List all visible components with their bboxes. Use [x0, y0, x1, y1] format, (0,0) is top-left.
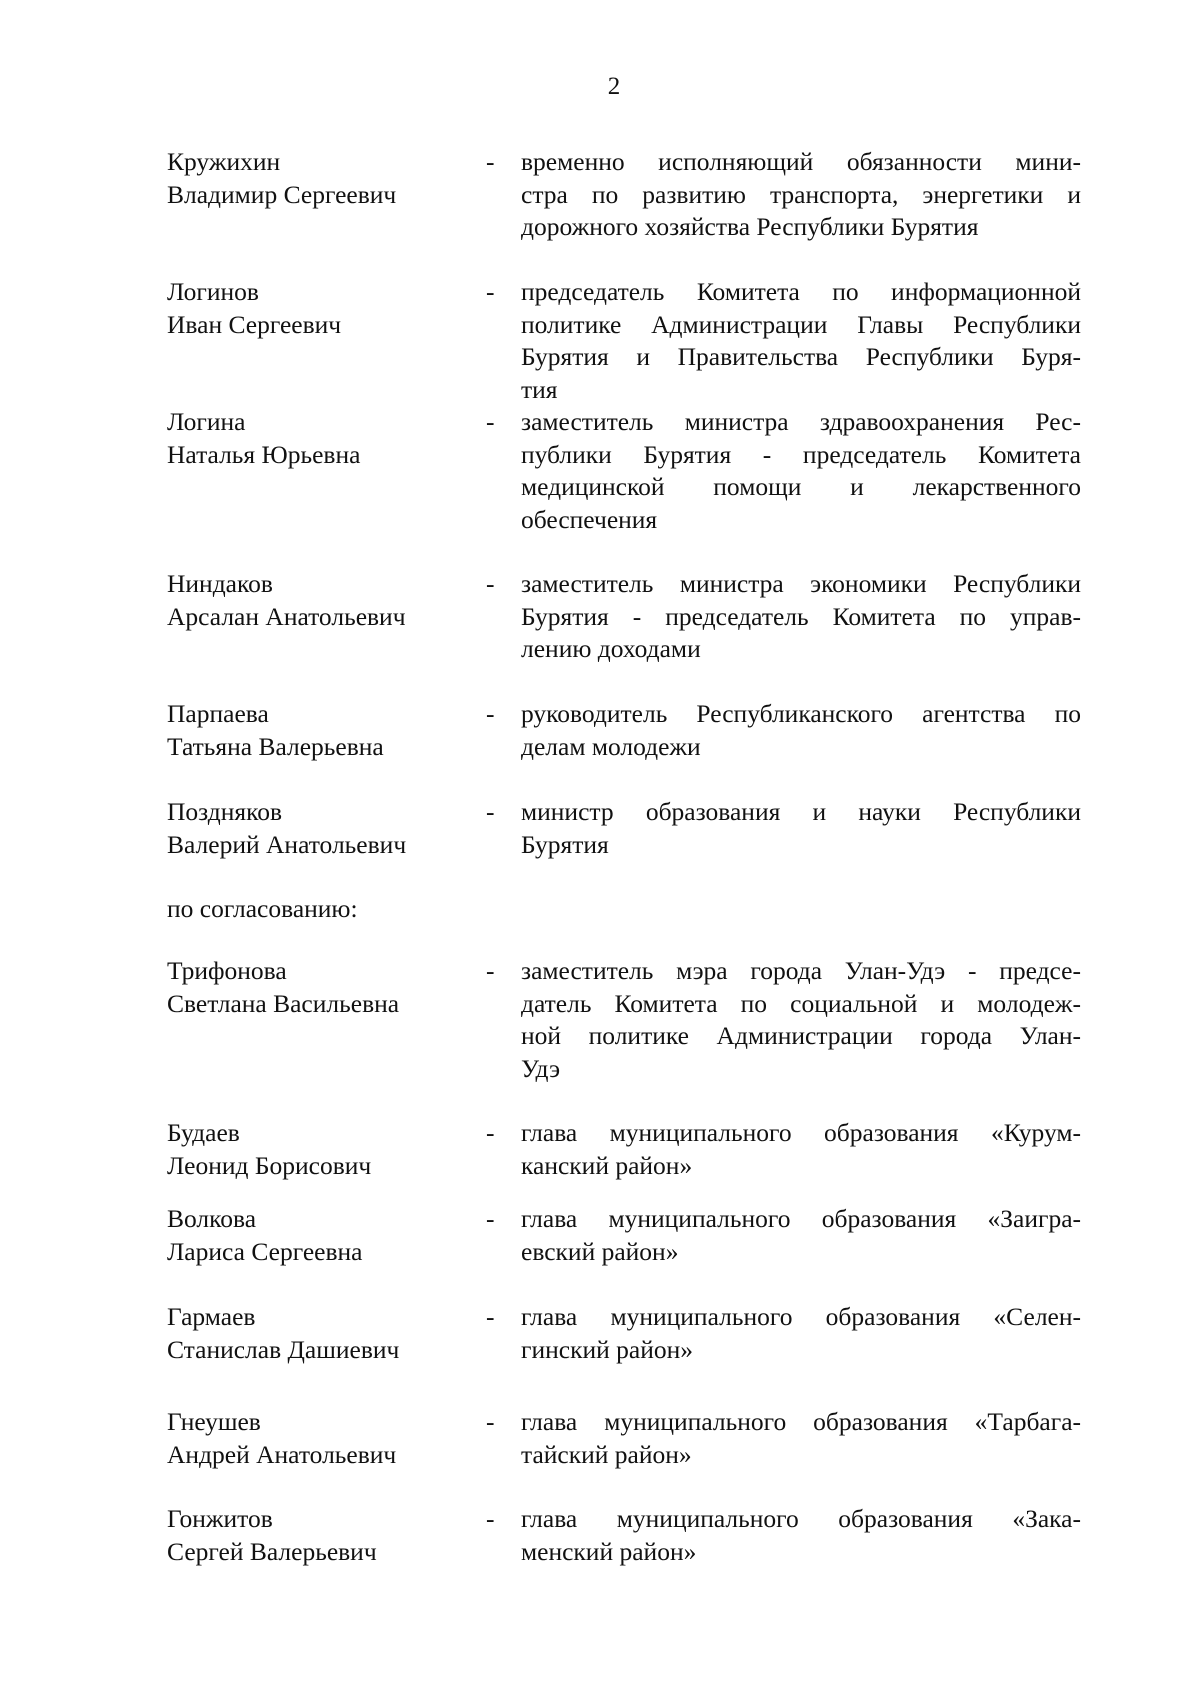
member-name — [167, 796, 467, 861]
position-line: заместитель мэра города Улан-Удэ - предсе- — [521, 956, 1081, 985]
position-line: Бурятия — [521, 829, 609, 859]
member-position — [521, 796, 1081, 861]
position-line: обеспечения — [521, 504, 658, 534]
separator-dash: - — [486, 1118, 495, 1147]
member-surname: Кружихин — [167, 147, 281, 176]
member-given-name: Наталья Юрьевна — [167, 439, 361, 469]
position-line: глава муниципального образования «Курум- — [521, 1118, 1081, 1147]
member-surname: Парпаева — [167, 699, 269, 728]
member-given-name: Владимир Сергеевич — [167, 179, 397, 209]
position-line: заместитель министра экономики Республики — [521, 569, 1081, 598]
position-line: тия — [521, 374, 558, 404]
position-line: временно исполняющий обязанности мини- — [521, 147, 1081, 176]
member-surname: Гнеушев — [167, 1407, 261, 1436]
position-line: Бурятия и Правительства Республики Буря- — [521, 342, 1081, 371]
section-label: по согласованию: — [167, 894, 358, 923]
separator-dash: - — [486, 277, 495, 306]
member-position — [521, 146, 1081, 244]
separator-dash: - — [486, 1302, 495, 1331]
position-line: дорожного хозяйства Республики Бурятия — [521, 212, 979, 241]
member-position — [521, 1117, 1081, 1182]
member-given-name: Леонид Борисович — [167, 1150, 372, 1180]
member-position — [521, 276, 1081, 406]
member-given-name: Арсалан Анатольевич — [167, 601, 406, 631]
member-position — [521, 1406, 1081, 1471]
member-name — [167, 1117, 467, 1182]
position-line: тайский район» — [521, 1439, 692, 1469]
position-line: канский район» — [521, 1150, 693, 1180]
position-line: глава муниципального образования «Заигра- — [521, 1204, 1081, 1233]
position-line: глава муниципального образования «Зака- — [521, 1504, 1081, 1533]
member-surname: Логинов — [167, 277, 259, 306]
member-surname: Гармаев — [167, 1302, 256, 1331]
member-position — [521, 1301, 1081, 1366]
member-given-name: Иван Сергеевич — [167, 309, 342, 339]
member-name — [167, 1406, 467, 1471]
member-name — [167, 1203, 467, 1268]
member-name — [167, 276, 467, 341]
position-line: глава муниципального образования «Тарбага- — [521, 1407, 1081, 1436]
member-position — [521, 1203, 1081, 1268]
member-position — [521, 698, 1081, 763]
member-surname: Будаев — [167, 1118, 240, 1147]
position-line: публики Бурятия - председатель Комитета — [521, 439, 1081, 469]
separator-dash: - — [486, 956, 495, 985]
position-line: глава муниципального образования «Селен- — [521, 1302, 1081, 1331]
separator-dash: - — [486, 1407, 495, 1436]
position-line: министр образования и науки Республики — [521, 797, 1081, 826]
member-surname: Трифонова — [167, 956, 287, 985]
position-line: делам молодежи — [521, 731, 701, 761]
position-line: евский район» — [521, 1236, 679, 1266]
position-line: политике Администрации Главы Республики — [521, 309, 1081, 339]
separator-dash: - — [486, 407, 495, 436]
member-given-name: Андрей Анатольевич — [167, 1439, 397, 1469]
member-given-name: Валерий Анатольевич — [167, 829, 407, 859]
position-line: гинский район» — [521, 1334, 693, 1364]
member-surname: Логина — [167, 407, 246, 436]
position-line: Удэ — [521, 1053, 561, 1083]
member-given-name: Сергей Валерьевич — [167, 1536, 377, 1566]
member-name — [167, 1503, 467, 1568]
member-name — [167, 146, 467, 211]
member-name — [167, 698, 467, 763]
member-position — [521, 568, 1081, 666]
member-surname: Поздняков — [167, 797, 283, 826]
position-line: лению доходами — [521, 634, 701, 663]
separator-dash: - — [486, 797, 495, 826]
position-line: заместитель министра здравоохранения Рес- — [521, 407, 1081, 436]
separator-dash: - — [486, 1204, 495, 1233]
member-given-name: Светлана Васильевна — [167, 988, 400, 1018]
separator-dash: - — [486, 147, 495, 176]
position-line: ной политике Администрации города Улан- — [521, 1021, 1081, 1050]
position-line: руководитель Республиканского агентства по — [521, 699, 1081, 728]
position-line: медицинской помощи и лекарственного — [521, 472, 1081, 501]
position-line: стра по развитию транспорта, энергетики и — [521, 179, 1081, 209]
member-position — [521, 955, 1081, 1085]
member-name — [167, 1301, 467, 1366]
member-given-name: Татьяна Валерьевна — [167, 731, 384, 761]
separator-dash: - — [486, 1504, 495, 1533]
position-line: менский район» — [521, 1536, 697, 1566]
member-name — [167, 955, 467, 1020]
member-surname: Волкова — [167, 1204, 257, 1233]
member-surname: Гонжитов — [167, 1504, 273, 1533]
member-name — [167, 568, 467, 633]
position-line: Бурятия - председатель Комитета по управ- — [521, 601, 1081, 631]
member-given-name: Лариса Сергеевна — [167, 1236, 363, 1266]
member-position — [521, 406, 1081, 536]
separator-dash: - — [486, 569, 495, 598]
member-surname: Ниндаков — [167, 569, 273, 598]
member-name — [167, 406, 467, 471]
member-position — [521, 1503, 1081, 1568]
member-given-name: Станислав Дашиевич — [167, 1334, 400, 1364]
position-line: датель Комитета по социальной и молодеж- — [521, 988, 1081, 1018]
separator-dash: - — [486, 699, 495, 728]
position-line: председатель Комитета по информационной — [521, 277, 1081, 306]
page-number: 2 — [607, 73, 621, 100]
